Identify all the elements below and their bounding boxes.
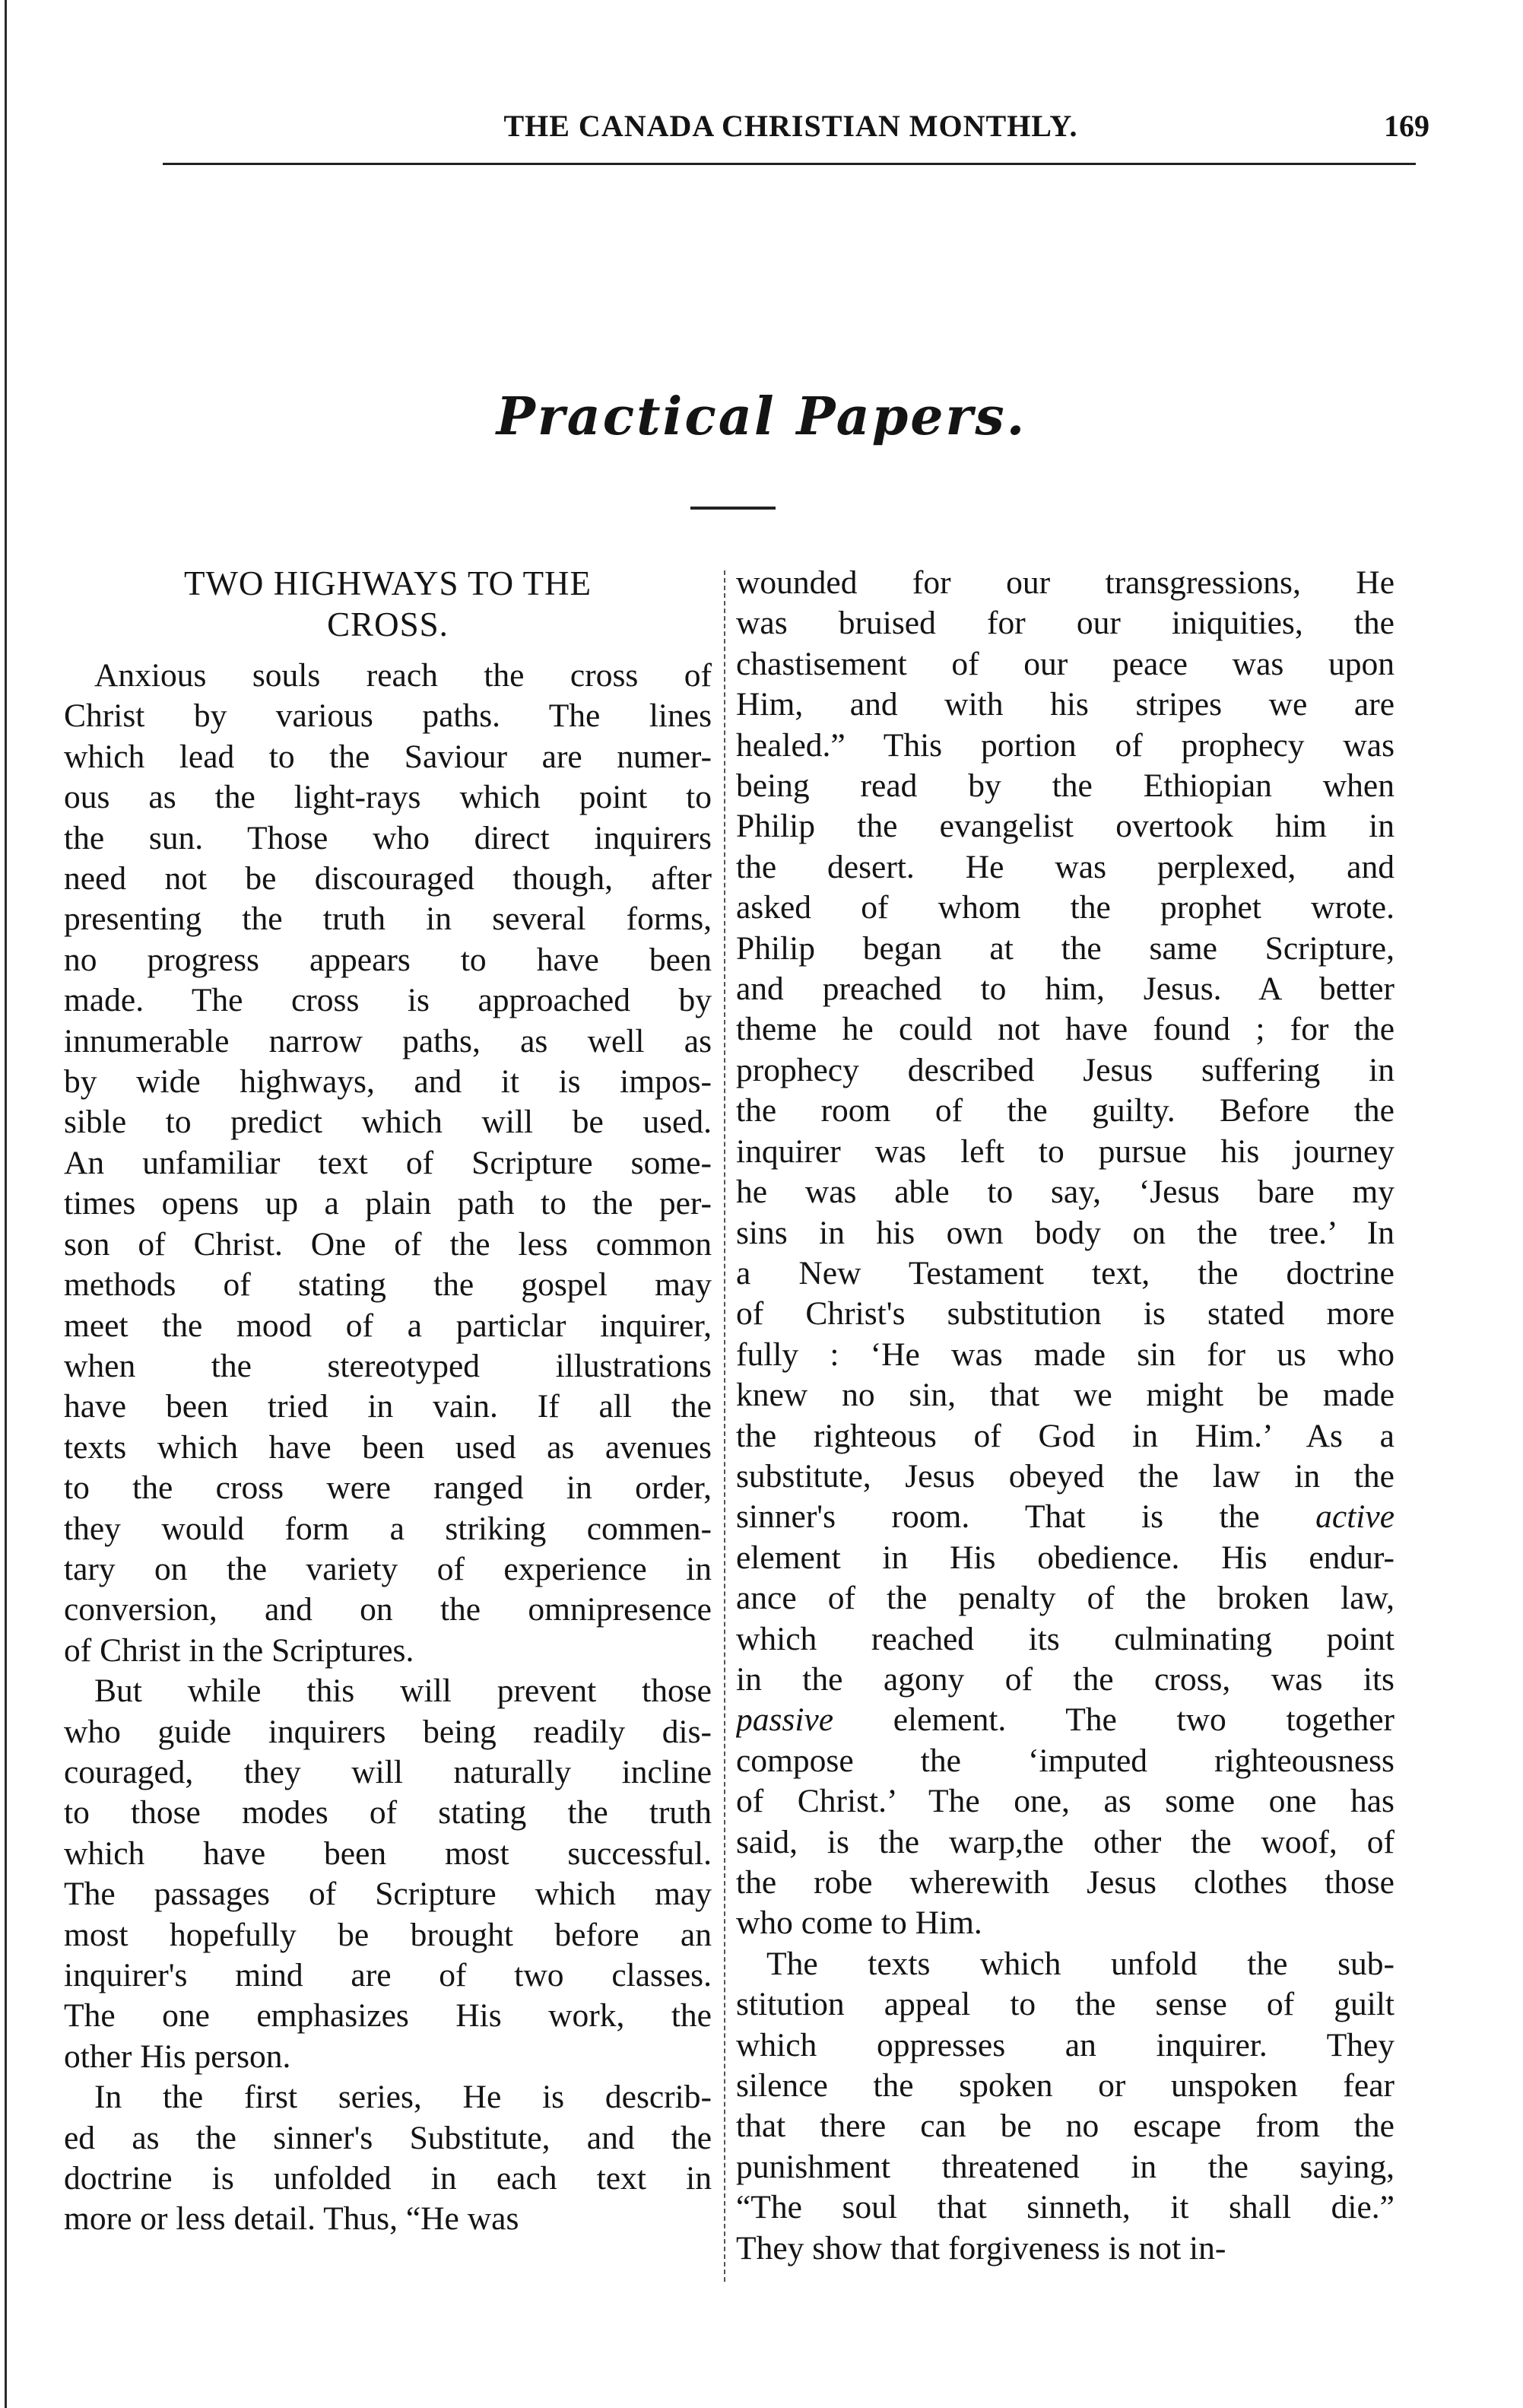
text-line: silence the spoken or unspoken fear [736,2067,1394,2105]
text-line: of Christ in the Scriptures. [64,1631,414,1669]
text-line: Christ by various paths. The lines [64,697,712,735]
text-line: made. The cross is approached by [64,982,712,1019]
text-line: They show that forgiveness is not in- [736,2229,1226,2267]
text-line: The one emphasizes His work, the [64,1997,712,2035]
text-line: tary on the variety of experience in [64,1550,712,1587]
text-line: which reached its culminating point [736,1620,1394,1657]
running-title: THE CANADA CHRISTIAN MONTHLY. [503,109,1078,143]
text-line: element in His obedience. His endur- [736,1539,1394,1576]
text-line: doctrine is unfolded in each text in [64,2160,712,2197]
text-line: to those modes of stating the truth [64,1794,712,1831]
text-line: which lead to the Saviour are numer- [64,738,712,775]
text-line: the desert. He was perplexed, and [736,848,1394,885]
text-line: passive element. The two together [736,1701,1394,1739]
text-line: in the agony of the cross, was its [736,1660,1394,1698]
text-line: he was able to say, ‘Jesus bare my [736,1174,1394,1211]
column-divider [724,570,725,2282]
text-line: methods of stating the gospel may [64,1266,712,1304]
text-line: innumerable narrow paths, as well as [64,1022,712,1059]
text-line: “The soul that sinneth, it shall die.” [736,2189,1394,2226]
text-line: texts which have been used as avenues [64,1428,712,1466]
article-title-line-1: TWO HIGHWAYS TO THE [183,564,592,602]
text-line: theme he could not have found ; for the [736,1011,1394,1048]
text-line: no progress appears to have been [64,941,712,978]
text-line: more or less detail. Thus, “He was [64,2200,519,2238]
text-line: the robe wherewith Jesus clothes those [736,1864,1394,1901]
text-line: which oppresses an inquirer. They [736,2026,1394,2063]
text-line: sible to predict which will be used. [64,1104,712,1141]
text-line: The texts which unfold the sub- [766,1945,1394,1982]
text-line: Him, and with his stripes we are [736,686,1394,723]
text-line: inquirer was left to pursue his journey [736,1133,1394,1170]
text-line: couraged, they will naturally incline [64,1753,712,1790]
text-line: times opens up a plain path to the per- [64,1185,712,1222]
text-line: chastisement of our peace was upon [736,645,1394,682]
text-line: In the first series, He is describ- [94,2079,712,2116]
text-line: presenting the truth in several forms, [64,901,712,938]
text-line: meet the mood of a particlar inquirer, [64,1307,712,1344]
page-number: 169 [1384,109,1429,143]
text-line: wounded for our transgressions, He [736,564,1394,601]
left-column [64,563,712,2240]
text-line: compose the ‘imputed righteousness [736,1742,1394,1779]
section-rule [690,507,776,510]
text-line: and preached to him, Jesus. A better [736,971,1394,1008]
text-line: ance of the penalty of the broken law, [736,1580,1394,1617]
text-line: healed.” This portion of prophecy was [736,726,1394,764]
text-line: The passages of Scripture which may [64,1876,712,1913]
text-line: the room of the guilty. Before the [736,1092,1394,1129]
text-line: when the stereotyped illustrations [64,1347,712,1384]
text-line: of Christ's substitution is stated more [736,1295,1394,1333]
text-line: asked of whom the prophet wrote. [736,889,1394,926]
text-line: son of Christ. One of the less common [64,1225,712,1263]
text-line: have been tried in vain. If all the [64,1388,712,1425]
text-line: to the cross were ranged in order, [64,1469,712,1507]
text-line: they would form a striking commen- [64,1510,712,1547]
text-line: inquirer's mind are of two classes. [64,1957,712,1993]
text-line: the sun. Those who direct inquirers [64,819,712,856]
text-line: Philip the evangelist overtook him in [736,808,1394,845]
text-line: stitution appeal to the sense of guilt [736,1986,1394,2023]
text-line: Philip began at the same Scripture, [736,929,1394,967]
text-line: which have been most successful. [64,1835,712,1872]
right-column [736,563,1394,2269]
text-line: sins in his own body on the tree.’ In [736,1214,1394,1251]
text-line: a New Testament text, the doctrine [736,1254,1394,1291]
section-heading: Practical Papers. [496,386,1027,447]
text-line: who come to Him. [736,1904,982,1942]
text-line: the righteous of God in Him.’ As a [736,1417,1394,1454]
text-line: ous as the light-rays which point to [64,779,712,816]
text-line: was bruised for our iniquities, the [736,605,1394,642]
article-title [64,563,712,645]
header-rule [163,163,1416,165]
text-line: other His person. [64,2038,291,2075]
text-line: conversion, and on the omnipresence [64,1591,712,1628]
text-line: most hopefully be brought before an [64,1916,712,1953]
text-line: who guide inquirers being readily dis- [64,1713,712,1750]
text-line: substitute, Jesus obeyed the law in the [736,1457,1394,1495]
text-line: prophecy described Jesus suffering in [736,1051,1394,1088]
text-line: But while this will prevent those [94,1673,712,1710]
text-line: by wide highways, and it is impos- [64,1063,712,1101]
text-line: An unfamiliar text of Scripture some- [64,1144,712,1181]
text-line: sinner's room. That is the active [736,1498,1394,1536]
text-line: that there can be no escape from the [736,2108,1394,2145]
text-line: of Christ.’ The one, as some one has [736,1783,1394,1820]
binding-edge [5,0,7,2408]
text-line: knew no sin, that we might be made [736,1377,1394,1414]
text-line: ed as the sinner's Substitute, and the [64,2119,712,2156]
text-line: said, is the warp,the other the woof, of [736,1823,1394,1860]
text-line: fully : ‘He was made sin for us who [736,1336,1394,1373]
text-line: Anxious souls reach the cross of [94,657,712,694]
text-line: punishment threatened in the saying, [736,2148,1394,2185]
article-title-line-2: CROSS. [327,605,449,643]
text-line: need not be discouraged though, after [64,860,712,897]
running-head [152,108,1429,154]
text-line: being read by the Ethiopian when [736,767,1394,805]
